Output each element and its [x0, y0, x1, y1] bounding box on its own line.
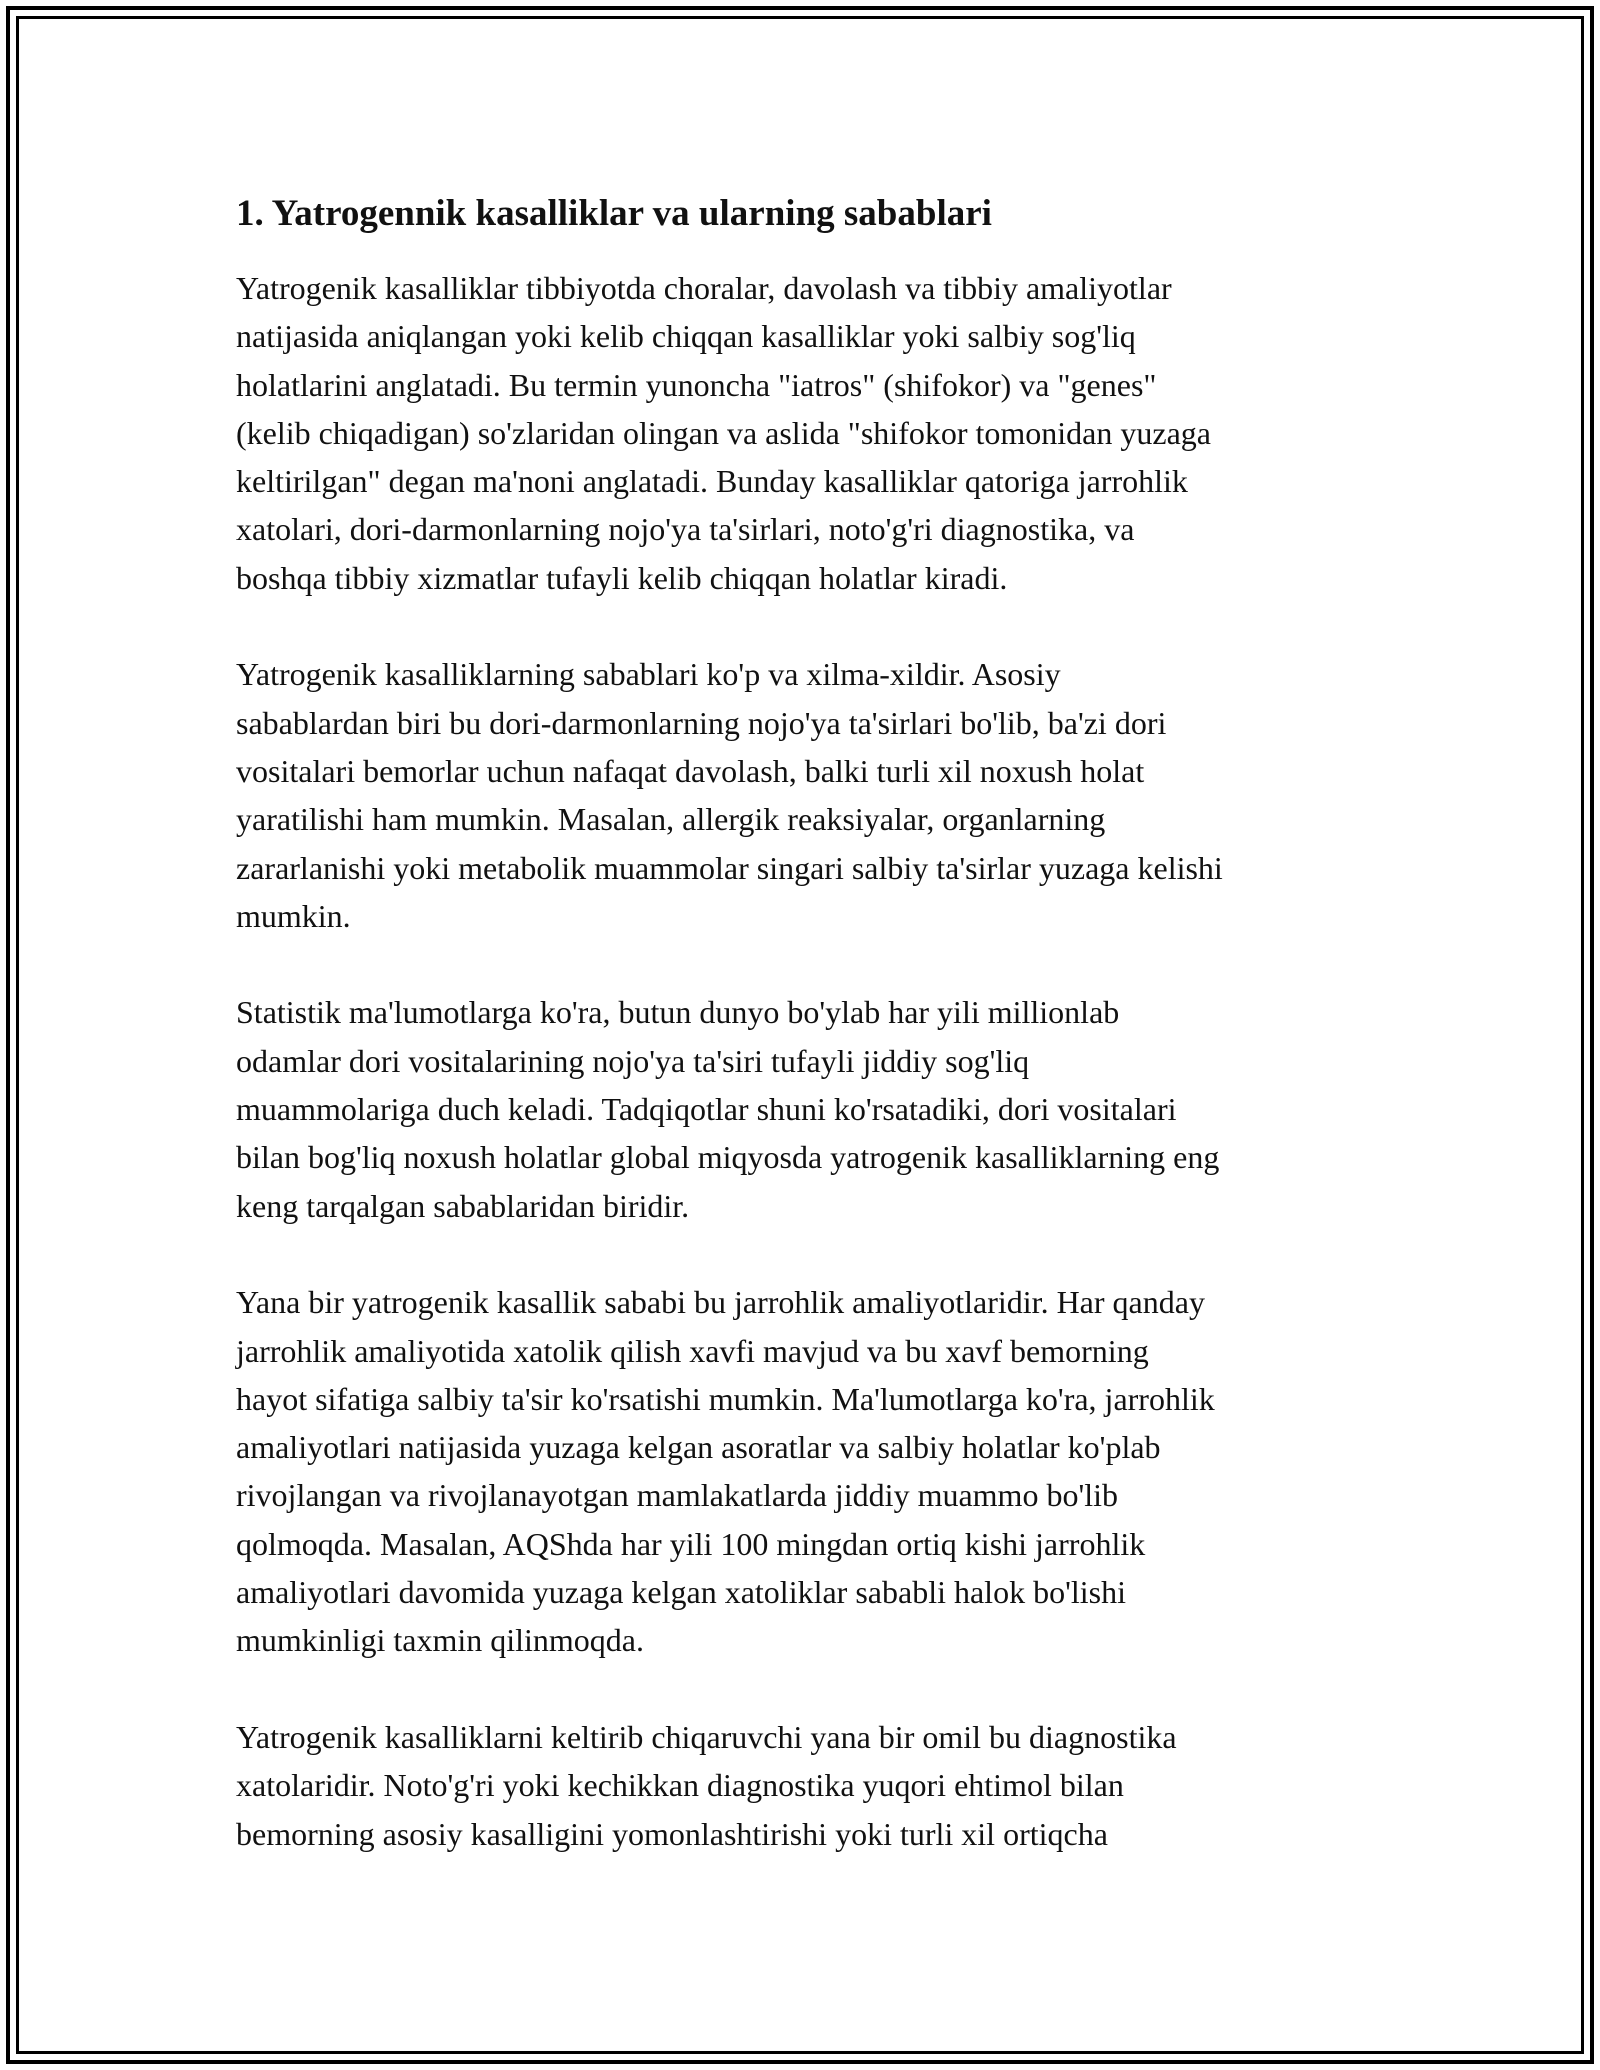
paragraph: [236, 264, 1376, 602]
text-line: bilan bog'liq noxush holatlar global miqyosda yatrogenik kasalliklarning eng: [236, 1139, 1220, 1176]
text-line: qolmoqda. Masalan, AQShda har yili 100 mingdan ortiq kishi jarrohlik: [236, 1525, 1146, 1562]
text-line: odamlar dori vositalarining nojo'ya ta'siri tufayli jiddiy sog'liq: [236, 1042, 1030, 1079]
text-line: holatlarini anglatadi. Bu termin yunoncha "iatros" (shifokor) va "genes": [236, 366, 1157, 403]
text-line: rivojlangan va rivojlanayotgan mamlakatlarda jiddiy muammo bo'lib: [236, 1477, 1118, 1514]
text-line: mumkin.: [236, 897, 351, 934]
text-line: natijasida aniqlangan yoki kelib chiqqan kasalliklar yoki salbiy sog'liq: [236, 318, 1136, 355]
text-line: boshqa tibbiy xizmatlar tufayli kelib chiqqan holatlar kiradi.: [236, 559, 1008, 596]
text-line: sabablardan biri bu dori-darmonlarning nojo'ya ta'sirlari bo'lib, ba'zi dori: [236, 704, 1167, 741]
paragraph: [236, 988, 1376, 1229]
text-line: keng tarqalgan sabablaridan biridir.: [236, 1187, 690, 1224]
text-line: muammolariga duch keladi. Tadqiqotlar shuni ko'rsatadiki, dori vositalari: [236, 1091, 1177, 1128]
text-line: Yatrogenik kasalliklar tibbiyotda choralar, davolash va tibbiy amaliyotlar: [236, 270, 1172, 306]
document-body: [236, 190, 1376, 1906]
paragraph: [236, 1278, 1376, 1664]
text-line: keltirilgan" degan ma'noni anglatadi. Bunday kasalliklar qatoriga jarrohlik: [236, 463, 1188, 500]
section-heading: 1. Yatrogennik kasalliklar va ularning sabablari: [236, 193, 992, 234]
text-line: amaliyotlari davomida yuzaga kelgan xatoliklar sababli halok bo'lishi: [236, 1574, 1126, 1611]
text-line: (kelib chiqadigan) so'zlaridan olingan va aslida "shifokor tomonidan yuzaga: [236, 414, 1211, 451]
paragraph: [236, 650, 1376, 940]
paragraph: [236, 1713, 1376, 1858]
text-line: jarrohlik amaliyotida xatolik qilish xavfi mavjud va bu xavf bemorning: [236, 1332, 1149, 1369]
text-line: zararlanishi yoki metabolik muammolar singari salbiy ta'sirlar yuzaga kelishi: [236, 849, 1223, 886]
text-line: amaliyotlari natijasida yuzaga kelgan asoratlar va salbiy holatlar ko'plab: [236, 1429, 1161, 1466]
text-line: Yatrogenik kasalliklarni keltirib chiqaruvchi yana bir omil bu diagnostika: [236, 1718, 1177, 1755]
paragraph-list: [236, 264, 1376, 1858]
text-line: bemorning asosiy kasalligini yomonlashtirishi yoki turli xil ortiqcha: [236, 1815, 1108, 1852]
text-line: xatolari, dori-darmonlarning nojo'ya ta'sirlari, noto'g'ri diagnostika, va: [236, 511, 1135, 548]
text-line: Statistik ma'lumotlarga ko'ra, butun dunyo bo'ylab har yili millionlab: [236, 994, 1120, 1031]
text-line: vositalari bemorlar uchun nafaqat davolash, balki turli xil noxush holat: [236, 752, 1145, 789]
text-line: mumkinligi taxmin qilinmoqda.: [236, 1622, 644, 1659]
text-line: Yana bir yatrogenik kasallik sababi bu jarrohlik amaliyotlaridir. Har qanday: [236, 1284, 1205, 1321]
text-line: xatolaridir. Noto'g'ri yoki kechikkan diagnostika yuqori ehtimol bilan: [236, 1767, 1124, 1804]
text-line: hayot sifatiga salbiy ta'sir ko'rsatishi mumkin. Ma'lumotlarga ko'ra, jarrohlik: [236, 1380, 1215, 1417]
text-line: yaratilishi ham mumkin. Masalan, allergik reaksiyalar, organlarning: [236, 801, 1106, 838]
text-line: Yatrogenik kasalliklarning sabablari ko'p va xilma-xildir. Asosiy: [236, 656, 1061, 693]
